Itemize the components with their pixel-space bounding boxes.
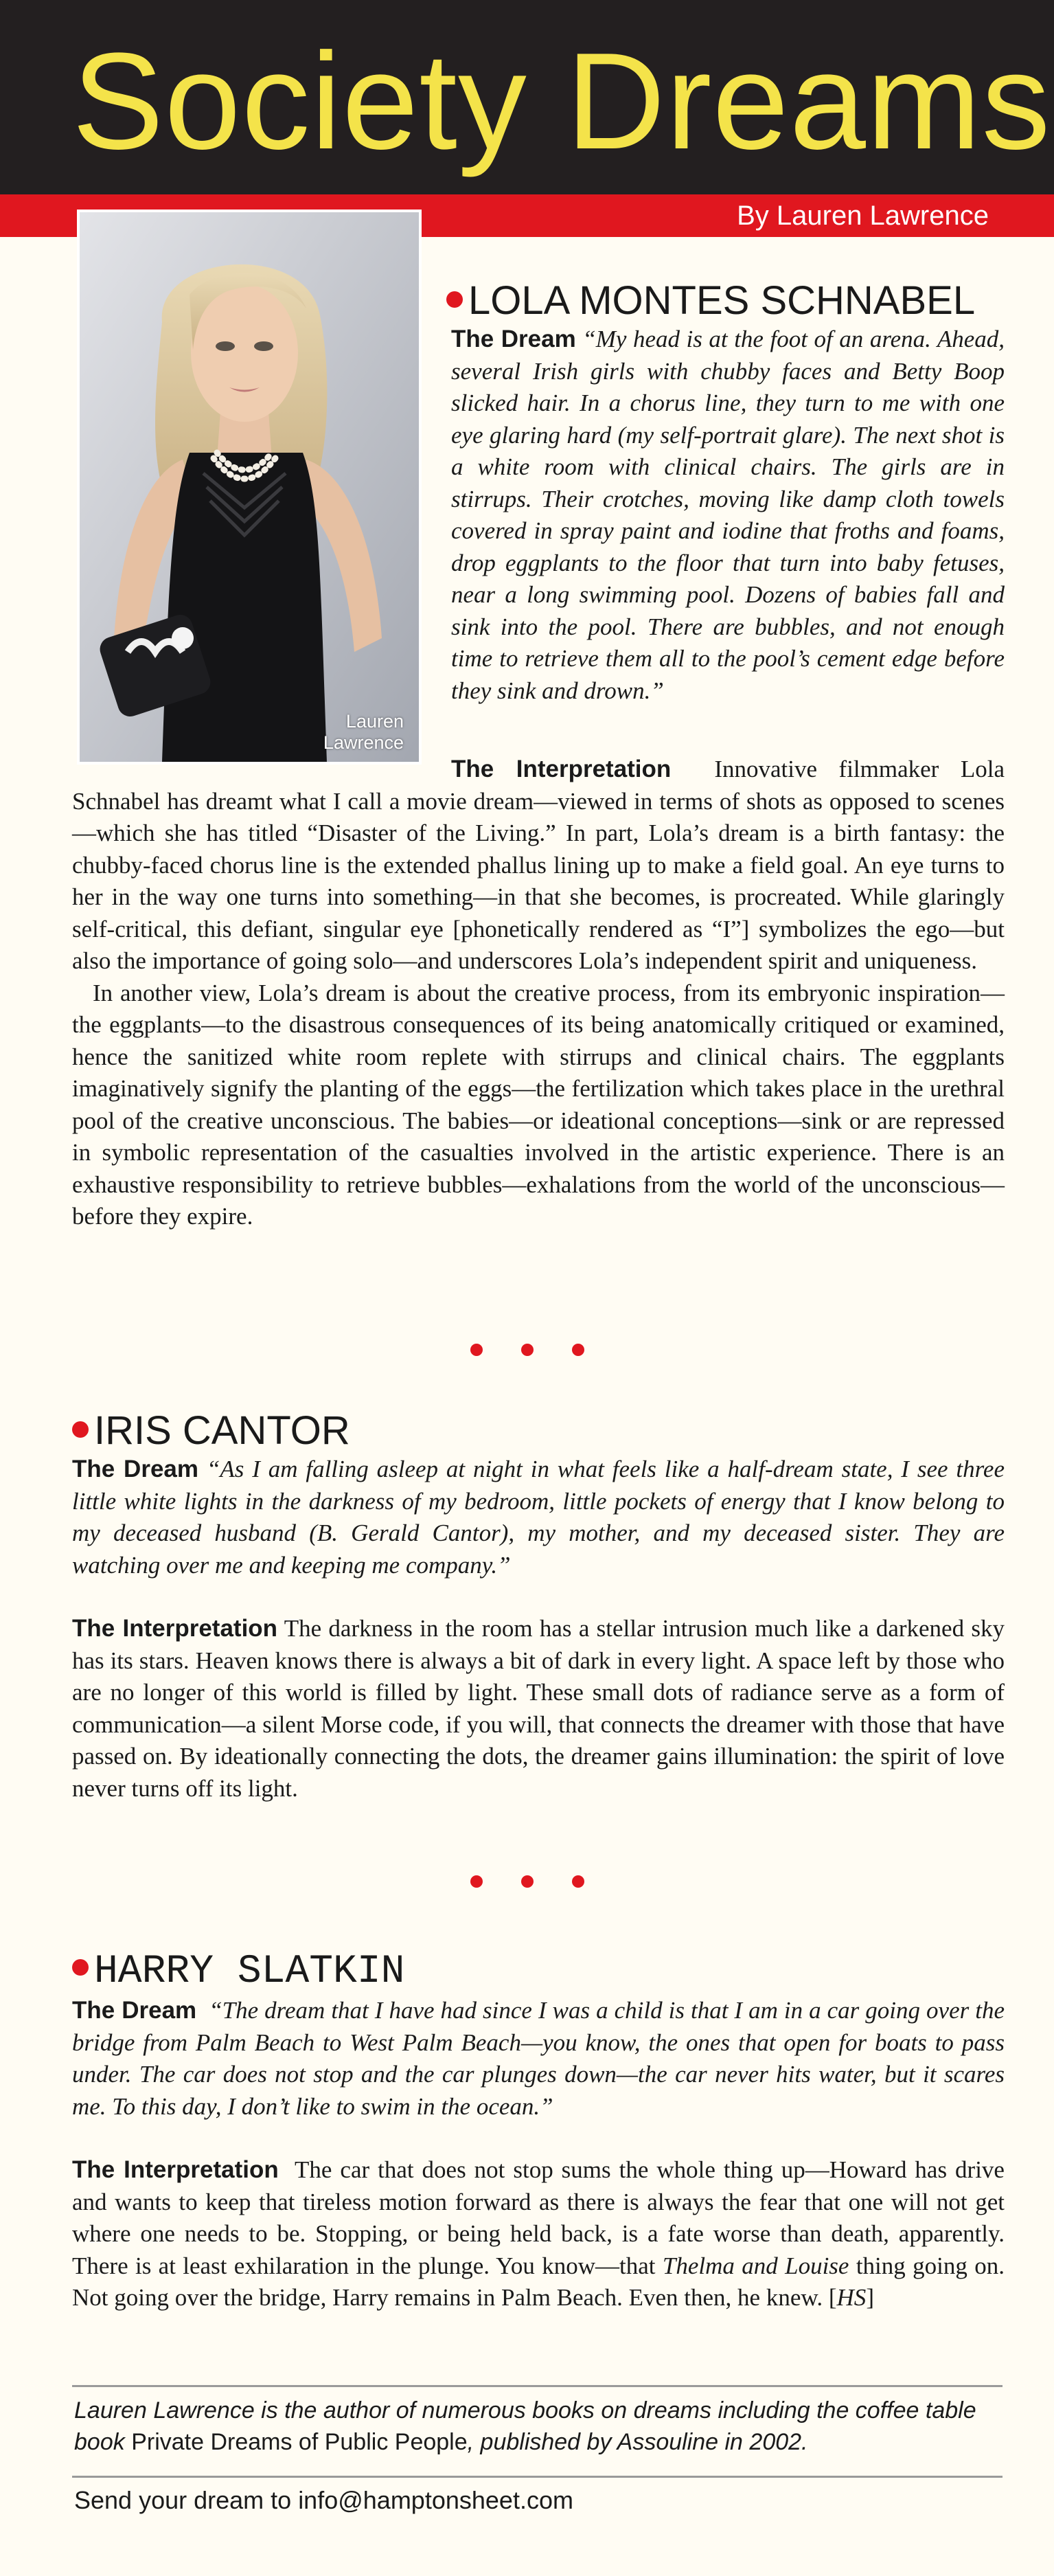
send-text: Send your dream to: [74, 2486, 299, 2514]
interpretation-paragraph: [72, 1613, 1005, 1805]
interpretation-paragraph: [72, 754, 1005, 978]
dream-quote: “My head is at the foot of an arena. Ahead, several Irish girls with chubby faces and Betty Boop slicked hair. In a chorus line, they turn to me with one eye glaring hard (my self-portrait glare). The next shot is a white room with clinical chairs. The girls are in stirrups. Their crotches, moving like damp cloth towels covered in spray paint and iodine that froths and foams, drop eggplants to the floor that turn into baby fetuses, near a long swimming pool. Dozens of babies fall and sink into the pool. There are bubbles, and not enough time to retrieve them all to the pool’s cement edge before they sink and drown.”: [451, 326, 1005, 704]
sign-close: ]: [866, 2284, 874, 2311]
section-separator: [0, 1344, 1054, 1364]
interpretation-text: The car that does not stop sums the whole thing up—Howard has drive and wants to keep that tireless motion forward as there is always the fear that one will not get where one needs to be. Stopping, or being held back, is a fate worse than death, apparently. There is at least exhilaration in the plunge. You know—that: [72, 2156, 1005, 2279]
dream-quote: “The dream that I have had since I was a child is that I am in a car going over the bridge from Palm Beach to West Palm Beach—you know, the ones that open for boats to pass under. The car does not stop and the car plunges down—the car never hits water, but it scares me. To this day, I don’t like to swim in the ocean.”: [72, 1997, 1005, 2120]
section-heading: [446, 278, 1005, 324]
footer-rule: [72, 2476, 1003, 2478]
dream-quote: “As I am falling asleep at night in what feels like a half-dream state, I see three little white lights in the darkness of my bedroom, little pockets of energy that I know belong to my deceased husband (B. Gerald Cantor), my mother, and my deceased sister. They are watching over me and keeping me company.”: [72, 1456, 1005, 1579]
email-link[interactable]: info@hamptonsheet.com: [298, 2486, 573, 2514]
section-separator: [0, 1875, 1054, 1896]
bullet-icon: [446, 291, 463, 308]
article-iris: [72, 1408, 1005, 1805]
article-harry: [72, 1950, 1005, 2314]
byline: By Lauren Lawrence: [737, 201, 989, 231]
dream-paragraph: [72, 1454, 1005, 1581]
interpretation-text: Innovative filmmaker Lola Schnabel has dreamt what I call a movie dream—viewed in terms of shots as opposed to scenes—which she has titled “Disaster of the Living.” In part, Lola’s dream is a birth fantasy: the chubby-faced chorus line is the extended phallus lining up to make a field goal. An eye turns to her in the way one turns into something—in that she becomes, is procreated. While glaringly self-critical, this defiant, singular eye [phonetically rendered as “I”] symbolizes the ego—but also the importance of going solo—and underscores Lola’s independent spirit and uniqueness.: [72, 756, 1005, 974]
film-title: Thelma and Louise: [662, 2252, 849, 2279]
dream-label: The Dream: [451, 326, 576, 352]
dot-icon: [572, 1344, 584, 1356]
dot-icon: [470, 1344, 483, 1356]
interpretation-paragraph: [72, 2154, 1005, 2314]
page-title: Society Dreams: [72, 25, 1051, 178]
dream-paragraph: [451, 324, 1005, 707]
bullet-icon: [72, 1421, 89, 1438]
author-note-text: Lauren Lawrence is the author of numerous books on dreams including the coffee table book: [74, 2397, 976, 2455]
interpretation-text: In another view, Lola’s dream is about the creative process, from its embryonic inspiration—the eggplants—to the disastrous consequences of its being anatomically critiqued or examined, hence the sanitized white room replete with stirrups and clinical chairs. The eggplants imaginatively signify the planting of the eggs—the fertilization which takes place in the urethral pool of the creative unconscious. The babies—or ideational conceptions—sink or are repressed in symbolic representation of the casualties involved in the artistic experience. There is an exhaustive responsibility to retrieve bubbles—exhalations from the world of the unconscious—before they expire.: [72, 979, 1005, 1230]
section-heading: [72, 1408, 1005, 1454]
book-title: Private Dreams of Public People: [131, 2429, 468, 2455]
author-note-text: , published by Assouline in 2002.: [467, 2429, 808, 2455]
interpretation-label: The Interpretation: [72, 2156, 279, 2183]
section-name: IRIS CANTOR: [94, 1408, 350, 1453]
dot-icon: [521, 1875, 534, 1888]
footer-rule: [72, 2385, 1003, 2387]
bullet-icon: [72, 1959, 89, 1976]
photo-credit: Lauren Lawrence: [323, 711, 404, 753]
section-name: LOLA MONTES SCHNABEL: [468, 278, 976, 323]
interpretation-paragraph: [72, 978, 1005, 1233]
sign-off: HS: [836, 2284, 867, 2311]
dot-icon: [572, 1875, 584, 1888]
interpretation-lola: [72, 754, 1005, 1233]
dot-icon: [470, 1875, 483, 1888]
interpretation-text: thing going on. Not going over the bridge, Harry remains in Palm Beach. Even then, he knew. [: [72, 2252, 1005, 2311]
article-lola: [72, 278, 1005, 707]
section-name: HARRY SLATKIN: [94, 1950, 405, 1994]
send-dream-line: [74, 2485, 573, 2516]
dot-icon: [521, 1344, 534, 1356]
author-note: [74, 2395, 1001, 2458]
interpretation-text: The darkness in the room has a stellar intrusion much like a darkened sky has its stars. Heaven knows there is always a bit of dark in every light. A space left by those who are no longer of this world is filled by light. These small dots of radiance serve as a form of communication—a silent Morse code, if you will, that connects the dreamer with those that have passed on. By ideationally connecting the dots, the dreamer gains illumination: the spirit of love never turns off its light.: [72, 1615, 1005, 1802]
interpretation-label: The Interpretation: [451, 756, 672, 782]
dream-label: The Dream: [72, 1456, 199, 1482]
masthead: [0, 0, 1054, 194]
dream-label: The Dream: [72, 1997, 197, 2024]
dream-paragraph: [72, 1995, 1005, 2123]
section-heading: [72, 1950, 1005, 1995]
interpretation-label: The Interpretation: [72, 1615, 278, 1642]
